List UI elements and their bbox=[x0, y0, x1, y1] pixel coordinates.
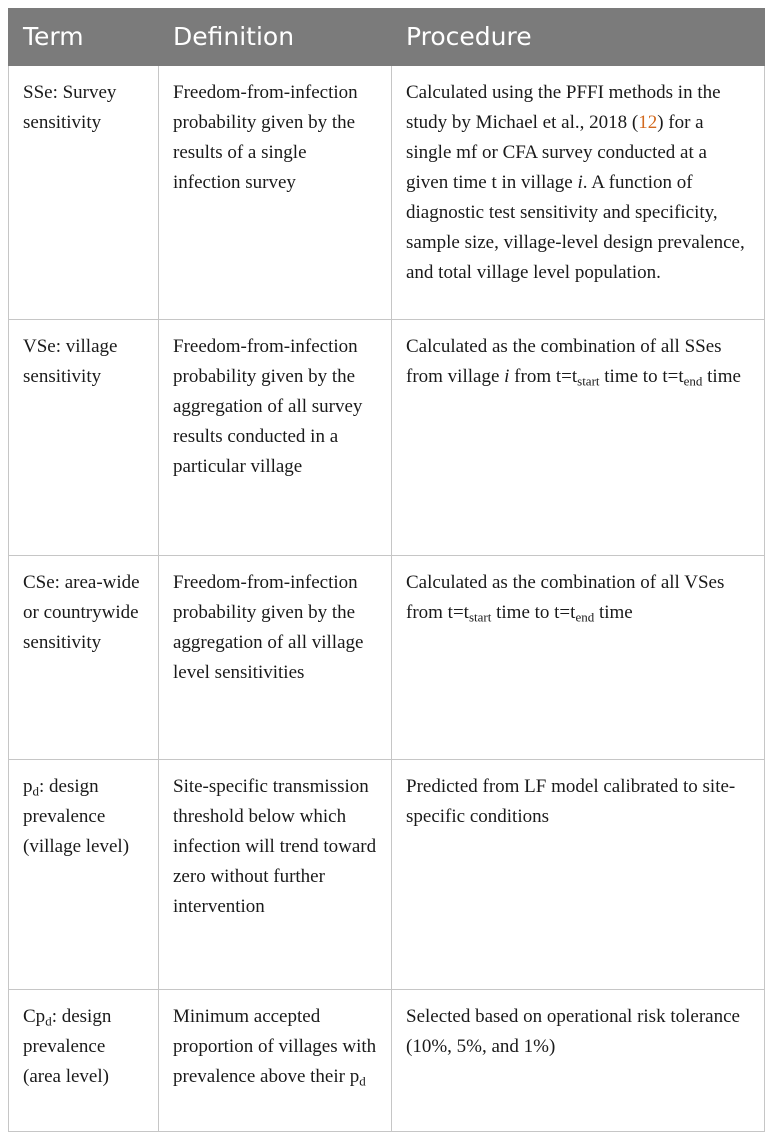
term-cell: SSe: Survey sensitivity bbox=[9, 66, 159, 320]
procedure-cell bbox=[392, 320, 765, 556]
table-row bbox=[9, 320, 765, 556]
definition-text: Minimum accepted proportion of villages with prevalence above their p bbox=[173, 1006, 377, 1087]
subscript: d bbox=[32, 783, 39, 799]
term-cell: VSe: village sensitivity bbox=[9, 320, 159, 556]
table-row bbox=[9, 990, 765, 1132]
procedure-cell: Predicted from LF model calibrated to site-specific conditions bbox=[392, 760, 765, 990]
subscript: end bbox=[683, 373, 703, 389]
term-symbol: p bbox=[23, 776, 33, 797]
header-term: Term bbox=[9, 9, 159, 66]
table-row bbox=[9, 556, 765, 760]
procedure-text: time bbox=[594, 602, 633, 623]
definition-cell: Freedom-from-infection probability given by the results of a single infection survey bbox=[159, 66, 392, 320]
procedure-text: from t=t bbox=[509, 366, 578, 387]
term-text: : design prevalence (area level) bbox=[23, 1006, 112, 1087]
term-text: : design prevalence (village level) bbox=[23, 776, 130, 857]
village-index: i bbox=[504, 366, 510, 387]
procedure-text: Calculated as the combination of all SSes from village bbox=[406, 336, 722, 387]
term-symbol: Cp bbox=[23, 1006, 46, 1027]
header-definition: Definition bbox=[159, 9, 392, 66]
term-cell bbox=[9, 990, 159, 1132]
subscript: start bbox=[577, 373, 600, 389]
procedure-text: . A function of diagnostic test sensitivity and specificity, sample size, village-level design prevalence, and total village level population. bbox=[406, 172, 745, 283]
subscript: end bbox=[575, 609, 595, 625]
subscript: start bbox=[468, 609, 492, 625]
definition-cell bbox=[159, 990, 392, 1132]
term-cell bbox=[9, 760, 159, 990]
procedure-text: Calculated using the PFFI methods in the study by Michael et al., 2018 ( bbox=[406, 82, 721, 133]
procedure-cell bbox=[392, 556, 765, 760]
subscript: d bbox=[45, 1013, 52, 1029]
procedure-text: time to t=t bbox=[491, 602, 576, 623]
procedure-text: Calculated as the combination of all VSes from t=t bbox=[406, 572, 725, 623]
table-row bbox=[9, 760, 765, 990]
village-index: i bbox=[577, 172, 583, 193]
definition-cell: Site-specific transmission threshold below which infection will trend toward zero without further intervention bbox=[159, 760, 392, 990]
procedure-cell bbox=[392, 66, 765, 320]
term-cell: CSe: area-wide or countrywide sensitivity bbox=[9, 556, 159, 760]
procedure-cell: Selected based on operational risk tolerance (10%, 5%, and 1%) bbox=[392, 990, 765, 1132]
reference-link[interactable]: 12 bbox=[638, 112, 658, 133]
table-row bbox=[9, 66, 765, 320]
procedure-text: time to t=t bbox=[599, 366, 684, 387]
procedure-text: ) for a single mf or CFA survey conducted at a given time t in village bbox=[406, 112, 707, 193]
definition-cell: Freedom-from-infection probability given by the aggregation of all village level sensitivities bbox=[159, 556, 392, 760]
header-row bbox=[9, 9, 765, 66]
subscript: d bbox=[359, 1073, 366, 1089]
definition-cell: Freedom-from-infection probability given by the aggregation of all survey results conducted in a particular village bbox=[159, 320, 392, 556]
procedure-text: time bbox=[702, 366, 741, 387]
header-procedure: Procedure bbox=[392, 9, 765, 66]
definitions-table bbox=[8, 8, 765, 1132]
